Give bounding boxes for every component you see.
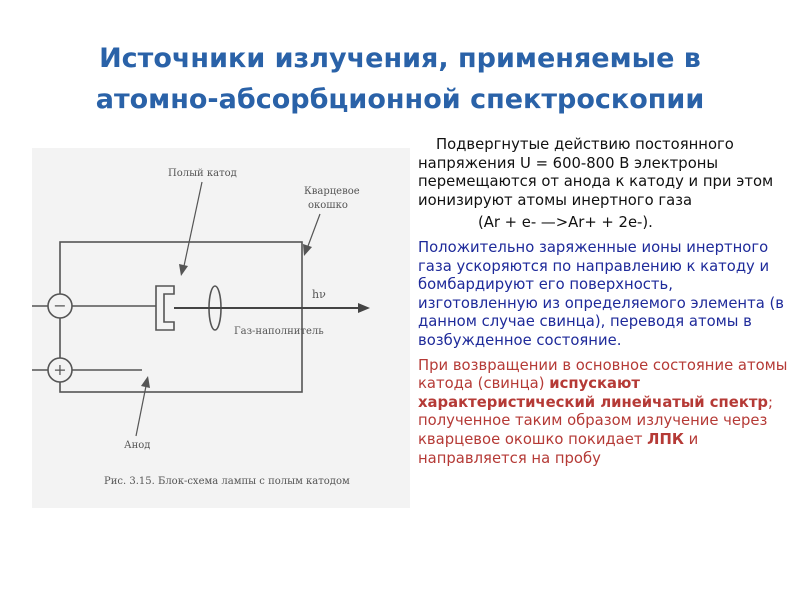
- hollow-cathode-pointer: [184, 182, 202, 266]
- hollow-cathode-label: Полый катод: [168, 168, 237, 179]
- paragraph-ions: Положительно заряженные ионы инертного газа ускоряются по направлению к катоду и бомбардируют его поверхность, изготовленную из определяемого элемента (в данном случае свинца), переводя атомы в возбужденное состояние.: [418, 238, 784, 349]
- anode-label: Анод: [124, 440, 151, 451]
- slide-title: [40, 38, 760, 120]
- ionization-formula: (Ar + e- —>Ar+ + 2e-).: [478, 214, 653, 232]
- quartz-label-line-2: окошко: [308, 200, 348, 211]
- paragraph-emission-part-1: При возвращении в основное состояние атомы катода (свинца): [418, 356, 788, 393]
- hv-label: hν: [312, 288, 326, 301]
- paragraph-emission-bold-2: ЛПК: [647, 430, 684, 448]
- slide-title-line-2: атомно-абсорбционной спектроскопии: [95, 84, 705, 115]
- minus-sign: −: [53, 296, 67, 315]
- paragraph-emission-part-3: и направляется на пробу: [418, 430, 699, 467]
- paragraph-emission-bold-1: испускают характеристический линейчатый спектр: [418, 375, 769, 411]
- paragraph-voltage-rest: постоянного напряжения U = 600-800 В электроны перемещаются от анода к катоду и при этом ионизируют атомы инертного газа: [418, 136, 774, 209]
- paragraph-emission: [418, 357, 788, 469]
- hollow-cathode: [156, 286, 174, 330]
- hollow-cathode-pointer-head: [179, 264, 188, 276]
- paragraph-emission-part-2: ; полученное таким образом излучение через кварцевое окошко покидает: [418, 393, 774, 448]
- beam-arrowhead: [358, 303, 370, 313]
- quartz-pointer: [308, 214, 320, 246]
- paragraph-voltage-first-line: Подвергнутые действию: [436, 136, 631, 153]
- anode-pointer-head: [141, 376, 150, 388]
- slide-title-line-1: Источники излучения, применяемые в: [99, 43, 701, 74]
- quartz-label-line-1: Кварцевое: [304, 186, 360, 197]
- quartz-pointer-head: [303, 244, 312, 256]
- filler-gas-label: Газ-наполнитель: [234, 326, 324, 337]
- explanation-text: [418, 136, 788, 468]
- anode-pointer: [136, 386, 146, 436]
- paragraph-voltage: [418, 136, 788, 210]
- lamp-diagram: [32, 148, 410, 508]
- lamp-diagram-figure: [32, 148, 410, 508]
- figure-caption: Рис. 3.15. Блок-схема лампы с полым катодом: [104, 476, 350, 487]
- plus-sign: +: [53, 360, 67, 379]
